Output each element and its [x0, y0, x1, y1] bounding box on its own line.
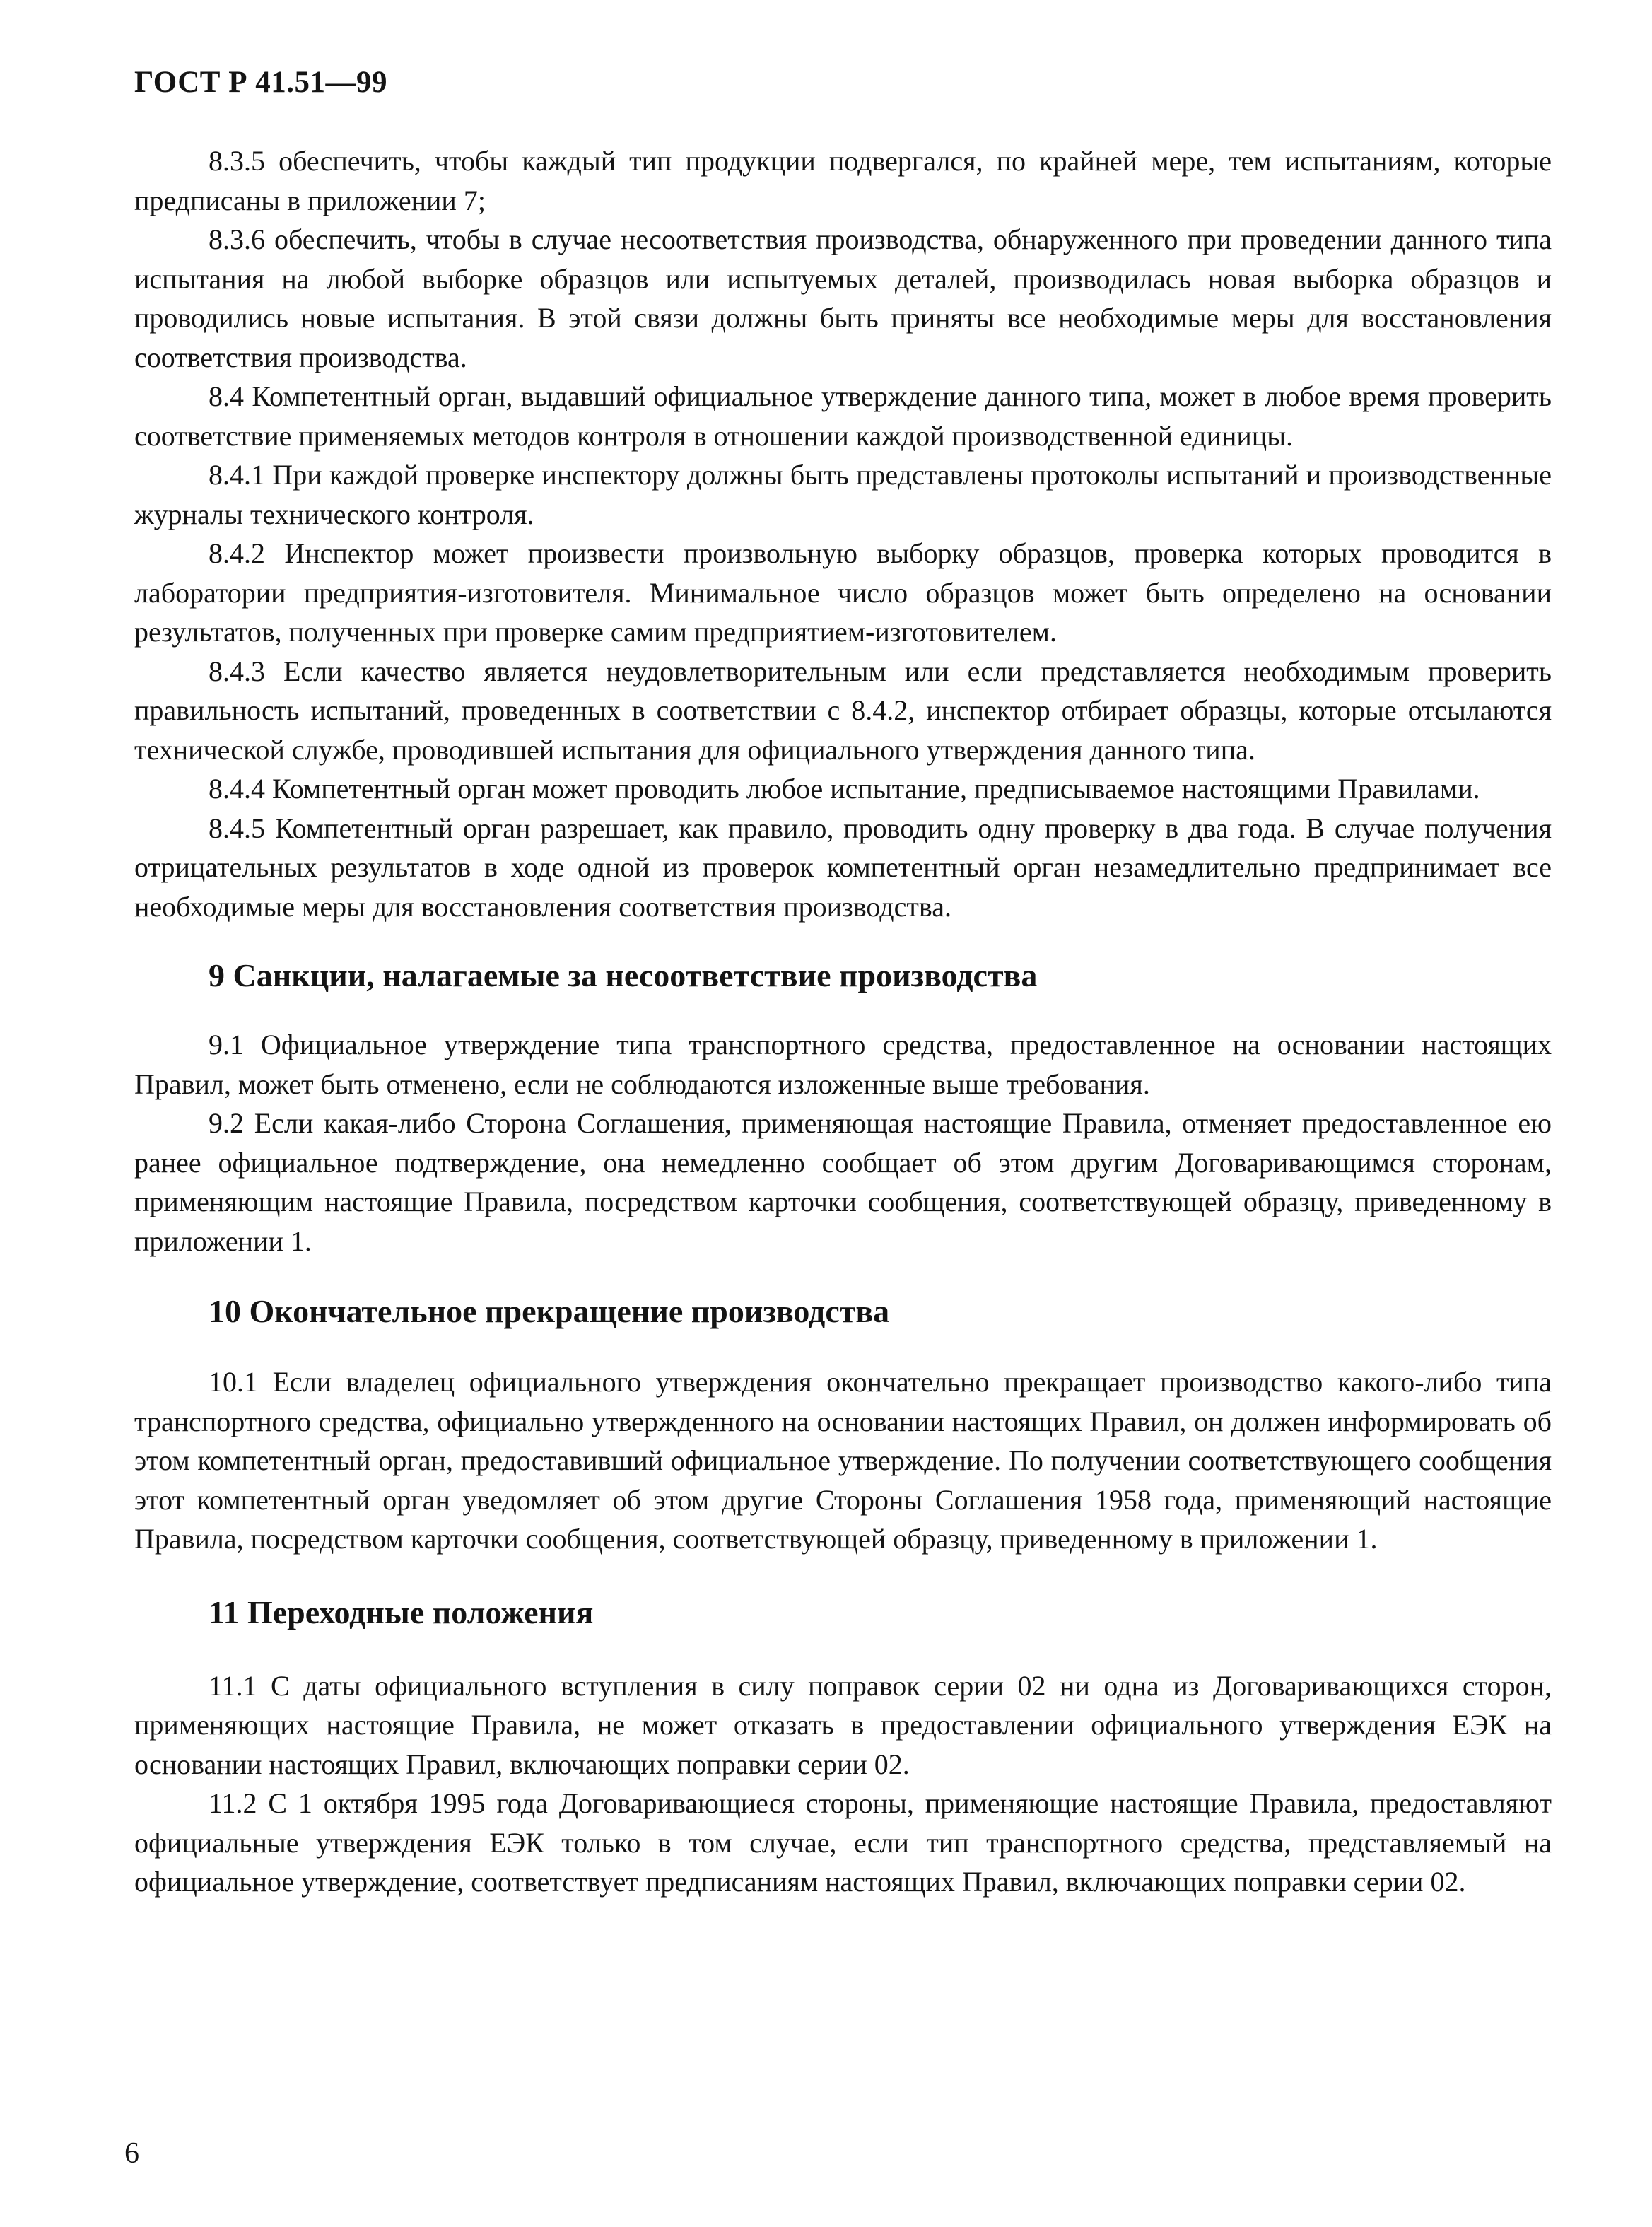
paragraph-11-2: 11.2 С 1 октября 1995 года Договаривающиеся стороны, применяющие настоящие Правила, предоставляют официальные утверждения ЕЭК только в том случае, если тип транспортного средства, представляемый на официальное утверждение, соответствует предписаниям настоящих Правил, включающих поправки серии 02.	[134, 1787, 1552, 1898]
paragraph-8-4-4: 8.4.4 Компетентный орган может проводить любое испытание, предписываемое настоящими Правилами.	[209, 773, 1480, 805]
page-number: 6	[124, 2137, 139, 2170]
document-body	[134, 141, 1552, 1902]
paragraph-8-3-5: 8.3.5 обеспечить, чтобы каждый тип продукции подвергался, по крайней мере, тем испытаниям, которые предписаны в приложении 7;	[134, 145, 1552, 216]
paragraph-9-2: 9.2 Если какая-либо Сторона Соглашения, применяющая настоящие Правила, отменяет предоставленное ею ранее официальное подтверждение, она немедленно сообщает об этом другим Договаривающимся сторонам, применяющим настоящие Правила, посредством карточки сообщения, соответствующей образцу, приведенному в приложении 1.	[134, 1107, 1552, 1257]
section-heading-9: 9 Санкции, налагаемые за несоответствие производства	[209, 957, 1038, 993]
paragraph-8-4-3: 8.4.3 Если качество является неудовлетворительным или если представляется необходимым проверить правильность испытаний, проведенных в соответствии с 8.4.2, инспектор отбирает образцы, которые отсылаются технической службе, проводившей испытания для официального утверждения данного типа.	[134, 655, 1552, 766]
document-code-header: ГОСТ Р 41.51—99	[134, 66, 388, 99]
paragraph-8-4-1: 8.4.1 При каждой проверке инспектору должны быть представлены протоколы испытаний и производственные журналы технического контроля.	[134, 459, 1552, 530]
paragraph-8-4-2: 8.4.2 Инспектор может произвести произвольную выборку образцов, проверка которых проводится в лаборатории предприятия-изготовителя. Минимальное число образцов может быть определено на основании результатов, полученных при проверке самим предприятием-изготовителем.	[134, 537, 1552, 648]
paragraph-9-1: 9.1 Официальное утверждение типа транспортного средства, предоставленное на основании настоящих Правил, может быть отменено, если не соблюдаются изложенные выше требования.	[134, 1029, 1552, 1100]
paragraph-8-4-5: 8.4.5 Компетентный орган разрешает, как правило, проводить одну проверку в два года. В случае получения отрицательных результатов в ходе одной из проверок компетентный орган незамедлительно предпринимает все необходимые меры для восстановления соответствия производства.	[134, 812, 1552, 923]
paragraph-11-1: 11.1 С даты официального вступления в силу поправок серии 02 ни одна из Договаривающихся сторон, применяющих настоящие Правила, не может отказать в предоставлении официального утверждения ЕЭК на основании настоящих Правил, включающих поправки серии 02.	[134, 1669, 1552, 1780]
section-heading-11: 11 Переходные положения	[209, 1594, 594, 1630]
paragraph-8-3-6: 8.3.6 обеспечить, чтобы в случае несоответствия производства, обнаруженного при проведении данного типа испытания на любой выборке образцов или испытуемых деталей, производилась новая выборка образцов и проводились новые испытания. В этой связи должны быть приняты все необходимые меры для восстановления соответствия производства.	[134, 223, 1552, 373]
section-heading-10: 10 Окончательное прекращение производства	[209, 1293, 890, 1329]
paragraph-10-1: 10.1 Если владелец официального утверждения окончательно прекращает производство какого-либо типа транспортного средства, официально утвержденного на основании настоящих Правил, он должен информировать об этом компетентный орган, предоставивший официальное утверждение. По получении соответствующего сообщения этот компетентный орган уведомляет об этом другие Стороны Соглашения 1958 года, применяющий настоящие Правила, посредством карточки сообщения, соответствующей образцу, приведенному в приложении 1.	[134, 1366, 1552, 1555]
paragraph-8-4: 8.4 Компетентный орган, выдавший официальное утверждение данного типа, может в любое время проверить соответствие применяемых методов контроля в отношении каждой производственной единицы.	[134, 380, 1552, 452]
